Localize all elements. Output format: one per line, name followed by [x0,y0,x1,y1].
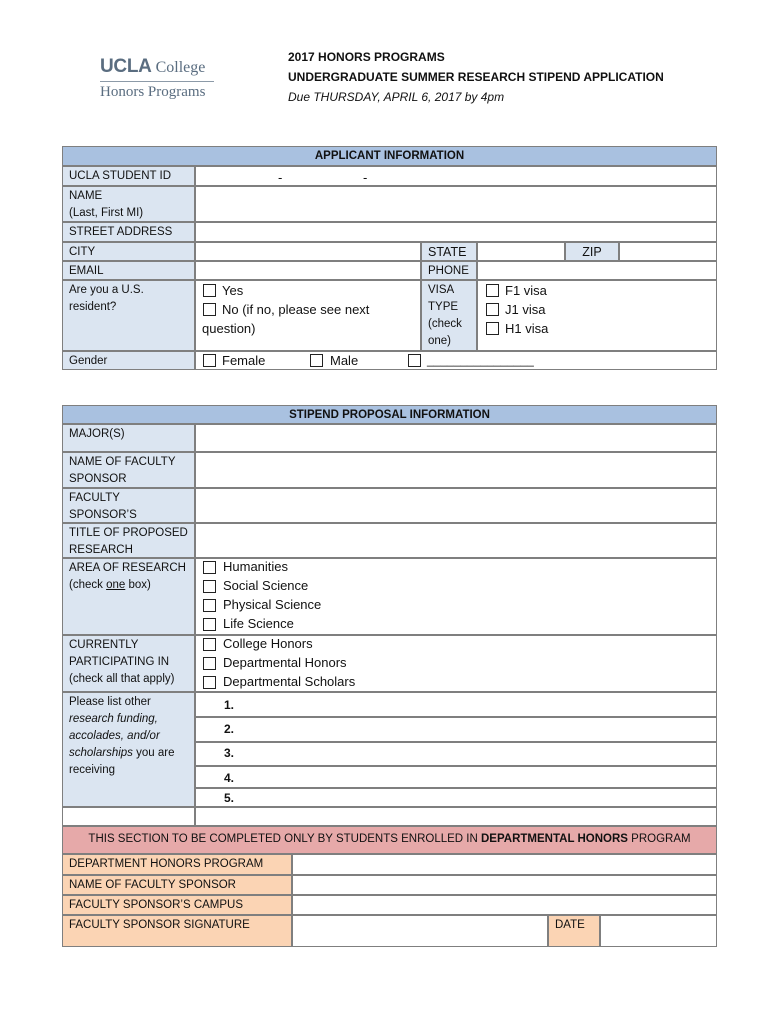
area-label-text: (check [69,579,107,591]
ucla-honors-logo [100,56,218,101]
funding-number-2: 2. [224,722,235,736]
dept-signature-field[interactable] [292,915,548,947]
funding-number-1: 1. [224,698,235,712]
funding-row-5[interactable] [195,788,717,807]
id-dash-2: - [363,170,368,185]
dept-date-label: DATE [548,915,600,947]
resident-label-line2: resident? [69,301,117,313]
dept-phone-label: FACULTY SPONSOR’S CAMPUS [62,895,292,915]
form-header [288,47,664,107]
email-label: EMAIL [62,261,195,280]
dept-label-line1: FACULTY SPONSOR’S [69,492,137,521]
header-due-date: Due THURSDAY, APRIL 6, 2017 by 4pm [288,90,505,104]
fund-label-line4 [69,745,188,762]
resident-label-line1: Are you a U.S. [69,284,144,296]
empty-row-left [62,807,195,826]
visa-label-line4: one) [428,335,452,347]
faculty-sponsor-field[interactable] [195,452,717,488]
funding-row-1[interactable] [195,692,717,717]
college-honors-checkbox[interactable] [203,638,216,651]
logo-divider [100,81,214,82]
fund-label-scholarships: scholarships [69,747,133,759]
participation-label [62,635,195,692]
funding-number-4: 4. [224,771,235,785]
street-field[interactable] [195,222,717,242]
resident-label [62,280,195,351]
departmental-scholars-checkbox[interactable] [203,676,216,689]
fund-label-you-are: you are [132,747,175,759]
faculty-sponsor-label [62,452,195,488]
street-label: STREET ADDRESS [62,222,195,242]
dept-sponsor-field[interactable] [292,875,717,895]
visa-j1-label: J1 visa [505,302,546,317]
visa-label-line2: TYPE [428,301,459,313]
header-line-2: UNDERGRADUATE SUMMER RESEARCH STIPEND APPLICATION [288,70,664,84]
fund-label-line5: receiving [69,764,116,776]
state-label: STATE [421,242,477,261]
visa-label-line1: VISA [428,284,455,296]
visa-f1-checkbox[interactable] [486,284,499,297]
gender-female-checkbox[interactable] [203,354,216,367]
resident-yes-checkbox[interactable] [203,284,216,297]
dept-sponsor-label: NAME OF FACULTY SPONSOR [62,875,292,895]
gender-other-blank[interactable]: ________________ [427,353,534,367]
funding-number-3: 3. [224,746,235,760]
dept-phone-field[interactable] [292,895,717,915]
resident-no-label: No (if no, please see next [222,302,370,317]
funding-row-2[interactable] [195,717,717,742]
empty-row-right [195,807,717,826]
area-life-science-label: Life Science [223,616,294,631]
visa-j1-checkbox[interactable] [486,303,499,316]
stipend-section-title: STIPEND PROPOSAL INFORMATION [62,405,717,424]
gender-options [195,351,717,370]
sponsor-dept-field[interactable] [195,488,717,523]
city-field[interactable] [195,242,421,261]
gender-male-checkbox[interactable] [310,354,323,367]
banner-program: PROGRAM [627,833,691,845]
majors-label: MAJOR(S) [62,424,195,452]
visa-label-line3: (check [428,318,462,330]
name-label-line2: (Last, First MI) [69,207,144,219]
area-label-line1: AREA OF RESEARCH [69,562,186,574]
participation-options [195,635,717,692]
applicant-section-title: APPLICANT INFORMATION [62,146,717,166]
phone-label: PHONE [421,261,477,280]
area-humanities-label: Humanities [223,559,289,574]
gender-female-label: Female [222,353,266,368]
part-label-line1: CURRENTLY [69,639,139,651]
funding-row-4[interactable] [195,766,717,788]
fund-label-line3: accolades, and/or [69,730,160,742]
sponsor-dept-label [62,488,195,523]
area-label-line2 [69,577,188,594]
visa-f1-label: F1 visa [505,283,547,298]
area-physical-science-label: Physical Science [223,597,322,612]
dept-program-field[interactable] [292,854,717,875]
zip-field[interactable] [619,242,717,261]
area-label-one: one [106,579,126,591]
dept-program-label: DEPARTMENT HONORS PROGRAM [62,854,292,875]
funding-number-5: 5. [224,791,235,805]
banner-departmental-honors: DEPARTMENTAL HONORS [481,833,628,845]
faculty-label-line2: SPONSOR [69,473,127,485]
departmental-honors-checkbox[interactable] [203,657,216,670]
area-humanities-checkbox[interactable] [203,561,216,574]
visa-h1-label: H1 visa [505,321,549,336]
college-honors-label: College Honors [223,636,313,651]
research-area-options [195,558,717,635]
student-id-field[interactable] [195,166,717,186]
faculty-label-line1: NAME OF FACULTY [69,456,176,468]
project-label-line1: TITLE OF PROPOSED [69,527,188,539]
research-area-label [62,558,195,635]
fund-label-line1: Please list other [69,696,151,708]
area-social-science-checkbox[interactable] [203,580,216,593]
majors-field[interactable] [195,424,717,452]
resident-no-label-cont: question) [202,321,256,336]
project-title-field[interactable] [195,523,717,558]
phone-field[interactable] [477,261,717,280]
area-life-science-checkbox[interactable] [203,618,216,631]
logo-honors-programs: Honors Programs [100,84,206,100]
name-label-line1: NAME [69,190,103,202]
student-id-label: UCLA STUDENT ID [62,166,195,186]
departmental-section-banner [62,826,717,854]
funding-label [62,692,195,807]
resident-no-checkbox[interactable] [203,303,216,316]
state-field[interactable] [477,242,565,261]
visa-type-label [421,280,477,351]
id-dash-1: - [278,170,283,185]
area-physical-science-checkbox[interactable] [203,599,216,612]
funding-row-3[interactable] [195,742,717,766]
departmental-honors-label: Departmental Honors [223,655,347,670]
project-title-label [62,523,195,558]
email-field[interactable] [195,261,421,280]
zip-label: ZIP [565,242,619,261]
resident-yes-label: Yes [222,283,244,298]
visa-options [477,280,717,351]
dept-signature-label: FACULTY SPONSOR SIGNATURE [62,915,292,947]
city-label: CITY [62,242,195,261]
logo-ucla: UCLA [100,56,152,77]
header-line-1: 2017 HONORS PROGRAMS [288,50,445,64]
project-label-line2: RESEARCH [69,544,133,556]
name-field[interactable] [195,186,717,222]
fund-label-line2: research funding, [69,713,158,725]
part-label-line2: PARTICIPATING IN [69,656,170,668]
gender-label: Gender [62,351,195,370]
name-label [62,186,195,222]
resident-options [195,280,421,351]
banner-text: THIS SECTION TO BE COMPLETED ONLY BY STUDENTS ENROLLED IN [88,833,481,845]
dept-date-field[interactable] [600,915,717,947]
visa-h1-checkbox[interactable] [486,322,499,335]
area-label-box: box) [125,579,151,591]
logo-college: College [155,59,206,76]
departmental-scholars-label: Departmental Scholars [223,674,356,689]
gender-other-checkbox[interactable] [408,354,421,367]
area-social-science-label: Social Science [223,578,309,593]
gender-male-label: Male [330,353,359,368]
part-label-line3: (check all that apply) [69,673,175,685]
